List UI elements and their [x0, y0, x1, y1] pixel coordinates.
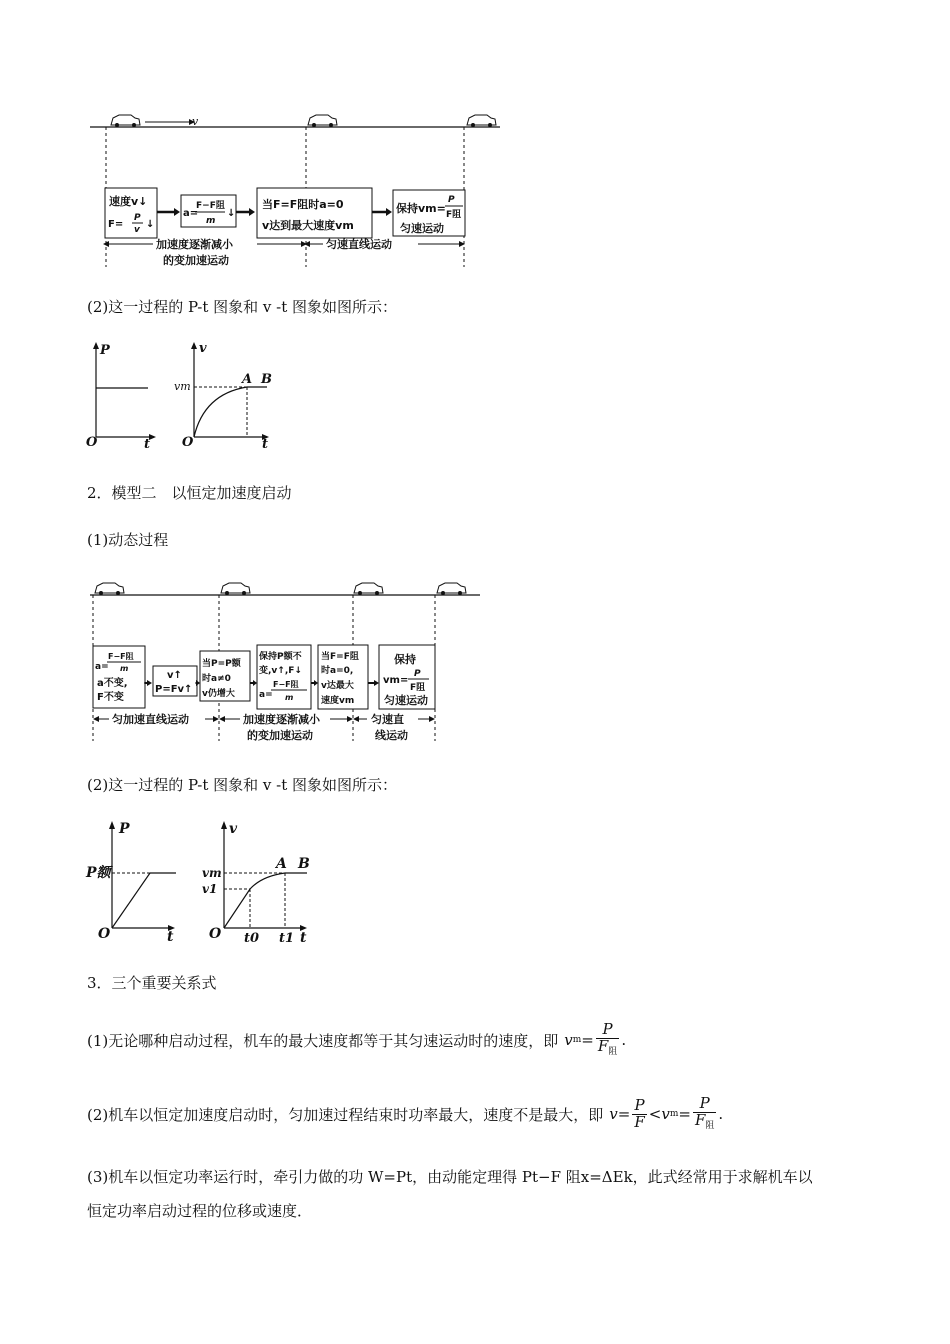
svg-text:m: m	[206, 216, 216, 226]
phase-label: 匀速直线运动	[326, 238, 392, 251]
graph-pt-2	[84, 816, 189, 944]
svg-text:保持: 保持	[394, 653, 416, 666]
caption: (2)这一过程的 P-t 图象和 v -t 图象如图所示：	[87, 776, 398, 794]
svg-text:B: B	[298, 856, 310, 872]
heading-model2: 2．模型二 以恒定加速度启动	[87, 484, 292, 502]
relation-3-line1: (3)机车以恒定功率运行时，牵引力做的功 W=Pt，由动能定理得 Pt−F 阻x=ΔEk，此式经常用于求解机车以	[87, 1168, 813, 1186]
svg-text:F阻: F阻	[410, 683, 426, 693]
car-icon	[95, 583, 124, 595]
svg-text:vm: vm	[174, 380, 191, 393]
svg-text:保持vm=: 保持vm=	[396, 202, 446, 215]
svg-text:P: P	[119, 821, 130, 837]
svg-text:↓: ↓	[146, 219, 155, 230]
svg-text:F−F阻: F−F阻	[273, 680, 299, 689]
svg-text:t: t	[300, 930, 307, 946]
svg-text:t: t	[167, 929, 174, 944]
relation-3-line2: 恒定功率启动过程的位移或速度．	[87, 1202, 313, 1220]
svg-text:F不变: F不变	[97, 692, 124, 703]
svg-text:a=: a=	[259, 690, 273, 700]
svg-text:v1: v1	[202, 882, 218, 896]
caption: (2)这一过程的 P-t 图象和 v -t 图象如图所示：	[87, 298, 398, 316]
svg-text:F阻: F阻	[446, 210, 462, 220]
phase-label: 的变加速运动	[163, 254, 229, 267]
fraction: $\frac{P}{F_阻}$	[597, 1020, 618, 1058]
svg-text:F=: F=	[108, 219, 124, 230]
svg-text:v: v	[229, 821, 238, 837]
phase-label: 匀速直	[371, 713, 404, 726]
svg-text:↓: ↓	[227, 208, 236, 219]
subheading-process: (1)动态过程	[87, 531, 169, 549]
car-icon	[111, 115, 140, 127]
car-icon	[467, 115, 496, 127]
svg-text:F−F阻: F−F阻	[108, 652, 134, 661]
graph-pt-1	[84, 338, 159, 448]
svg-text:B: B	[261, 372, 272, 387]
svg-text:P: P	[134, 213, 141, 223]
svg-text:匀速运动: 匀速运动	[384, 694, 428, 707]
svg-text:O: O	[86, 435, 98, 448]
svg-text:m: m	[285, 693, 294, 702]
svg-text:匀速运动: 匀速运动	[400, 222, 444, 235]
svg-text:O: O	[98, 926, 111, 942]
svg-text:当F=F阻: 当F=F阻	[321, 652, 359, 662]
svg-text:v达到最大速度vm: v达到最大速度vm	[262, 219, 354, 232]
graph-vt-2	[200, 816, 318, 946]
svg-text:v: v	[199, 341, 207, 356]
svg-text:时a=0,: 时a=0,	[321, 666, 354, 676]
car-icon	[221, 583, 250, 595]
svg-text:速度vm: 速度vm	[321, 696, 355, 706]
svg-text:P: P	[448, 195, 455, 205]
svg-text:P=Fv↑: P=Fv↑	[155, 684, 193, 695]
svg-text:v↑: v↑	[167, 670, 182, 681]
svg-text:a=: a=	[183, 208, 199, 219]
relation-2: (2)机车以恒定加速度启动时，匀加速过程结束时功率最大，速度不是最大，即 v = $\frac{P}{F}$ < v m = $\frac{P}{F_阻}$ .	[87, 1094, 724, 1132]
motion-label: v	[192, 115, 199, 128]
car-icon	[308, 115, 337, 127]
svg-text:O: O	[209, 926, 222, 942]
svg-text:P: P	[414, 669, 421, 679]
svg-text:v: v	[134, 225, 140, 235]
svg-text:vm=: vm=	[383, 675, 409, 686]
fraction: $\frac{P}{F}$	[634, 1095, 645, 1131]
svg-text:v仍增大: v仍增大	[202, 689, 235, 699]
graph-vt-1	[172, 338, 282, 450]
svg-text:变,v↑,F↓: 变,v↑,F↓	[259, 666, 302, 676]
svg-text:a不变,: a不变,	[97, 678, 128, 689]
svg-text:A: A	[276, 856, 287, 872]
svg-text:a=: a=	[95, 662, 109, 672]
car-icon	[354, 583, 383, 595]
svg-text:v达最大: v达最大	[321, 681, 354, 691]
svg-text:速度v↓: 速度v↓	[109, 195, 148, 208]
svg-text:t: t	[144, 437, 151, 448]
svg-text:O: O	[182, 435, 194, 450]
car-icon	[437, 583, 466, 595]
svg-text:t1: t1	[279, 931, 295, 946]
svg-text:时a≠0: 时a≠0	[202, 674, 231, 684]
phase-label: 加速度逐渐减小	[243, 713, 320, 726]
svg-text:A: A	[242, 372, 253, 387]
svg-text:当F=F阻时a=0: 当F=F阻时a=0	[262, 198, 344, 211]
svg-text:F−F阻: F−F阻	[196, 201, 225, 211]
svg-text:t0: t0	[244, 931, 260, 946]
svg-text:t: t	[262, 437, 269, 450]
svg-text:当P=P额: 当P=P额	[202, 659, 241, 669]
svg-text:保持P额不: 保持P额不	[259, 652, 302, 662]
svg-text:vm: vm	[202, 866, 222, 880]
diagram-model1-process	[85, 105, 505, 275]
phase-label: 加速度逐渐减小	[156, 238, 233, 251]
phase-label: 的变加速运动	[247, 729, 313, 742]
diagram-model2-process	[85, 573, 485, 748]
relation-1: (1)无论哪种启动过程，机车的最大速度都等于其匀速运动时的速度，即 v m = $\frac{P}{F_阻}$ .	[87, 1020, 627, 1058]
phase-label: 线运动	[375, 729, 408, 742]
phase-label: 匀加速直线运动	[112, 713, 189, 726]
svg-text:P额: P额	[86, 865, 111, 881]
fraction: $\frac{P}{F_阻}$	[694, 1094, 715, 1132]
svg-text:m: m	[120, 664, 129, 673]
heading-relations: 3．三个重要关系式	[87, 974, 217, 992]
svg-text:P: P	[100, 343, 110, 358]
